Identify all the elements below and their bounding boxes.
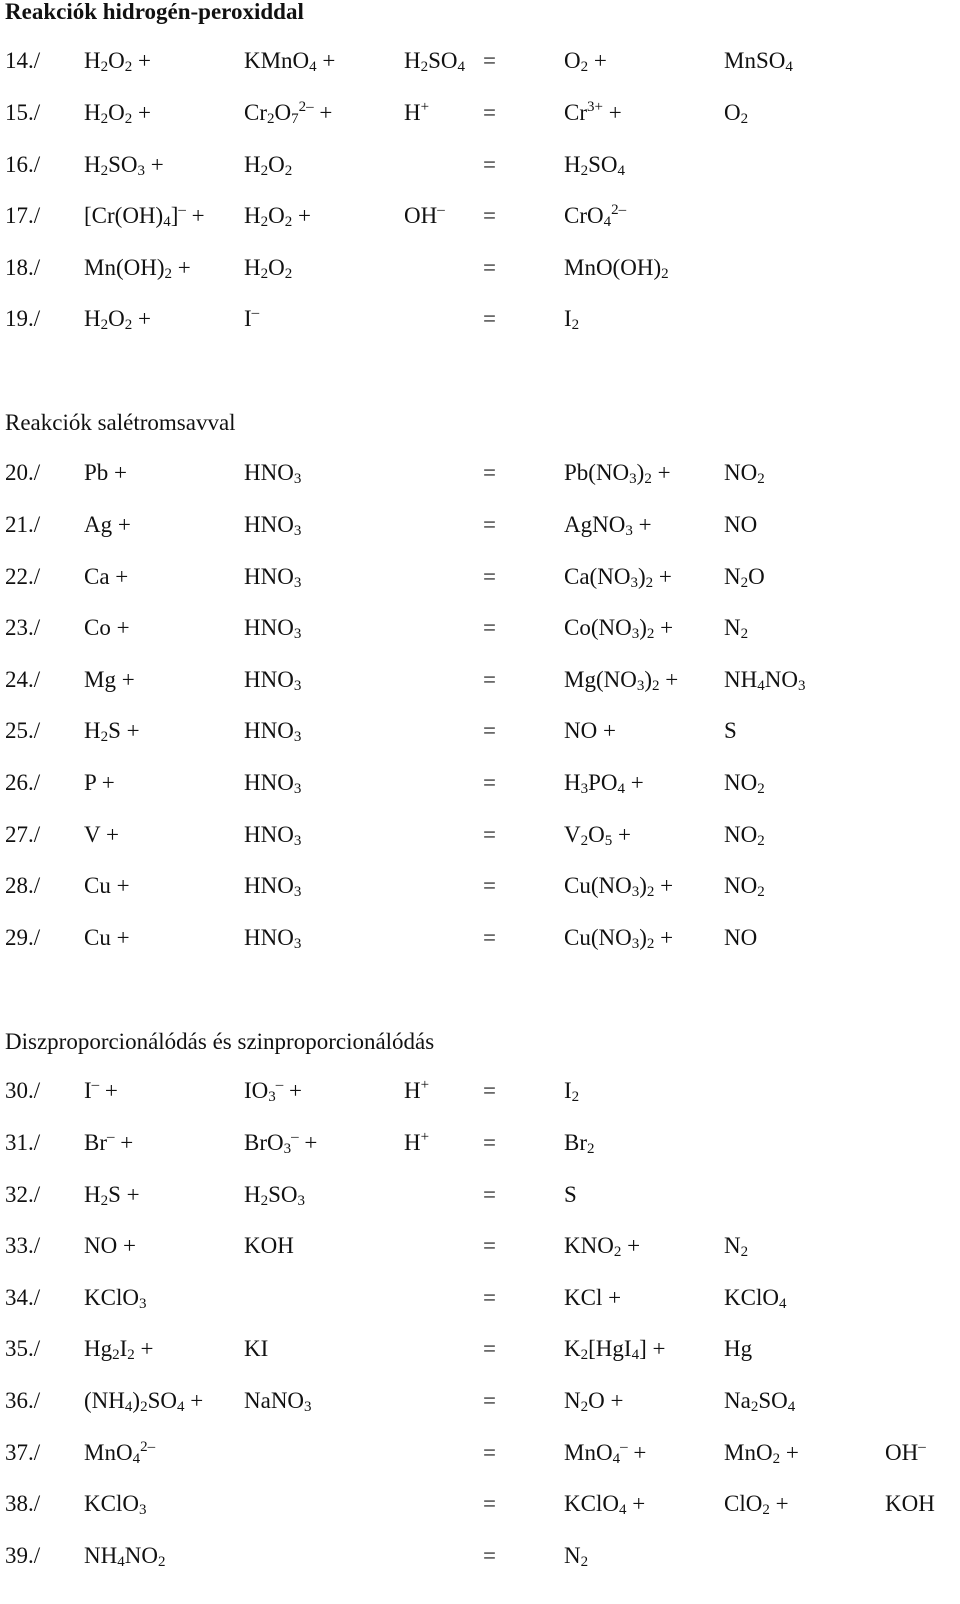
reactant-1: $H_2S$ + — [84, 718, 140, 745]
equation-row — [0, 665, 960, 695]
equals-sign: = — [483, 822, 496, 847]
reactant-2: $HNO_3$ — [244, 460, 302, 487]
product-2: NO — [724, 512, 758, 537]
product-1: $Br_2$ — [564, 1130, 595, 1157]
equation-row — [0, 1076, 960, 1106]
reactant-1: Pb + — [84, 460, 128, 485]
equals-sign: = — [483, 1078, 496, 1103]
equation-row — [0, 1231, 960, 1261]
reactant-2: $H_2SO_3$ — [244, 1182, 306, 1209]
equation-number: 21./ — [5, 512, 41, 537]
equation-row — [0, 1386, 960, 1416]
equation-row — [0, 1334, 960, 1364]
equals-sign: = — [483, 1388, 496, 1413]
equation-number: 24./ — [5, 667, 41, 692]
product-2: $Na_2SO_4$ — [724, 1388, 796, 1415]
reactant-1: $H_2O_2$ + — [84, 100, 151, 127]
product-1: $V_2O_5$ + — [564, 822, 631, 849]
product-2: $O_2$ — [724, 100, 749, 127]
reactant-1: KClO$_3$ — [84, 1491, 147, 1518]
equation-number: 22./ — [5, 564, 41, 589]
equation-row — [0, 98, 960, 128]
reactant-2: $Cr_2O_7^{2-}$ + — [244, 99, 333, 127]
equation-row — [0, 304, 960, 334]
equation-row — [0, 201, 960, 231]
equals-sign: = — [483, 100, 496, 125]
product-2: MnO$_2$ + — [724, 1440, 799, 1467]
product-1: $K_2[HgI_4]$ + — [564, 1336, 666, 1363]
equals-sign: = — [483, 718, 496, 743]
product-2: $NO_2$ — [724, 873, 765, 900]
equation-row — [0, 1128, 960, 1158]
equals-sign: = — [483, 1130, 496, 1155]
reactant-2: $HNO_3$ — [244, 718, 302, 745]
product-2: MnSO$_4$ — [724, 48, 793, 75]
equation-row — [0, 871, 960, 901]
equation-number: 38./ — [5, 1491, 41, 1516]
equation-row — [0, 253, 960, 283]
equation-row — [0, 562, 960, 592]
reactant-1: V + — [84, 822, 119, 847]
reactant-2: $HNO_3$ — [244, 873, 302, 900]
equation-number: 16./ — [5, 152, 41, 177]
product-2: $N_2$ — [724, 1233, 749, 1260]
product-2: ClO$_2$ + — [724, 1491, 789, 1518]
equation-row — [0, 613, 960, 643]
product-1: $H_2SO_4$ — [564, 152, 626, 179]
reactant-3: H+ — [404, 1129, 430, 1155]
product-1: $N_2O$ + — [564, 1388, 624, 1415]
equation-number: 19./ — [5, 306, 41, 331]
product-1: $I_2$ — [564, 1078, 580, 1105]
equals-sign: = — [483, 873, 496, 898]
equation-number: 25./ — [5, 718, 41, 743]
equals-sign: = — [483, 512, 496, 537]
equals-sign: = — [483, 1491, 496, 1516]
product-3: KOH — [885, 1491, 935, 1516]
equation-number: 17./ — [5, 203, 41, 228]
product-2: $NO_2$ — [724, 822, 765, 849]
reactant-3: H+ — [404, 99, 430, 125]
equation-row — [0, 1489, 960, 1519]
reactant-2: $H_2O_2$ — [244, 152, 293, 179]
product-1: $Pb(NO_3)_2$ + — [564, 460, 671, 487]
reactant-1: $(NH_4)_2SO_4$ + — [84, 1388, 204, 1415]
section-title-hydrogen-peroxide: Reakciók hidrogén-peroxiddal — [5, 0, 304, 24]
reactant-2: $HNO_3$ — [244, 770, 302, 797]
equals-sign: = — [483, 1182, 496, 1207]
reactant-1: NO + — [84, 1233, 136, 1258]
equals-sign: = — [483, 925, 496, 950]
product-1: $Ca(NO_3)_2$ + — [564, 564, 672, 591]
product-1: $MnO(OH)_2$ — [564, 255, 669, 282]
reactant-1: $Hg_2I_2$ + — [84, 1336, 154, 1363]
equals-sign: = — [483, 460, 496, 485]
reactant-1: P + — [84, 770, 115, 795]
equals-sign: = — [483, 48, 496, 73]
equation-number: 28./ — [5, 873, 41, 898]
reactant-3: $H_2SO_4$ — [404, 48, 466, 75]
equals-sign: = — [483, 203, 496, 228]
equation-row — [0, 46, 960, 76]
equals-sign: = — [483, 1543, 496, 1568]
equation-number: 30./ — [5, 1078, 41, 1103]
equals-sign: = — [483, 1440, 496, 1465]
reactant-2: $H_2O_2$ + — [244, 203, 311, 230]
product-1: $Cu(NO_3)_2$ + — [564, 925, 674, 952]
product-1: $H_3PO_4$ + — [564, 770, 644, 797]
equation-row — [0, 820, 960, 850]
reactant-3: H+ — [404, 1077, 430, 1103]
product-2: NO — [724, 925, 758, 950]
equation-row — [0, 150, 960, 180]
equation-number: 35./ — [5, 1336, 41, 1361]
product-2: $NH_4NO_3$ — [724, 667, 806, 694]
product-2: $NO_2$ — [724, 770, 765, 797]
product-1: KClO$_4$ + — [564, 1491, 646, 1518]
reactant-1: Cu + — [84, 873, 130, 898]
reactant-2: NaNO$_3$ — [244, 1388, 312, 1415]
product-1: $Mg(NO_3)_2$ + — [564, 667, 679, 694]
reactant-2: $HNO_3$ — [244, 822, 302, 849]
reactant-1: Br– + — [84, 1129, 134, 1155]
equation-number: 26./ — [5, 770, 41, 795]
product-1: $Cu(NO_3)_2$ + — [564, 873, 674, 900]
reactant-1: KClO$_3$ — [84, 1285, 147, 1312]
reactant-2: $HNO_3$ — [244, 512, 302, 539]
section-title-nitric-acid: Reakciók salétromsavval — [5, 410, 236, 435]
equals-sign: = — [483, 1336, 496, 1361]
equation-number: 14./ — [5, 48, 41, 73]
reactant-1: I– + — [84, 1077, 118, 1103]
product-1: NO + — [564, 718, 616, 743]
equation-number: 34./ — [5, 1285, 41, 1310]
reactant-1: $[Cr(OH)_4]^-$ + — [84, 202, 205, 230]
reactant-1: Ca + — [84, 564, 129, 589]
equation-number: 27./ — [5, 822, 41, 847]
equation-row — [0, 458, 960, 488]
reactant-1: $H_2SO_3$ + — [84, 152, 164, 179]
equals-sign: = — [483, 667, 496, 692]
product-2: S — [724, 718, 737, 743]
product-1: $Co(NO_3)_2$ + — [564, 615, 674, 642]
equation-row — [0, 510, 960, 540]
equation-row — [0, 1180, 960, 1210]
reactant-1: $NH_4NO_2$ — [84, 1543, 166, 1570]
reactant-1: Cu + — [84, 925, 130, 950]
reactant-1: $H_2O_2$ + — [84, 306, 151, 333]
product-1: $O_2$ + — [564, 48, 607, 75]
reactant-1: Mg + — [84, 667, 135, 692]
reactant-1: Ag + — [84, 512, 131, 537]
product-2: Hg — [724, 1336, 753, 1361]
reactant-1: $Mn(OH)_2$ + — [84, 255, 191, 282]
equals-sign: = — [483, 152, 496, 177]
equals-sign: = — [483, 1285, 496, 1310]
equation-row — [0, 768, 960, 798]
product-1: $N_2$ — [564, 1543, 589, 1570]
reactant-1: MnO$_4^{2-}$ — [84, 1439, 156, 1467]
equation-row — [0, 923, 960, 953]
equation-number: 20./ — [5, 460, 41, 485]
reactant-1: $H_2O_2$ + — [84, 48, 151, 75]
product-1: S — [564, 1182, 577, 1207]
equation-row — [0, 1541, 960, 1571]
equation-number: 31./ — [5, 1130, 41, 1155]
product-2: $N_2O$ — [724, 564, 765, 591]
equals-sign: = — [483, 615, 496, 640]
equation-row — [0, 716, 960, 746]
equals-sign: = — [483, 255, 496, 280]
product-2: KClO$_4$ — [724, 1285, 787, 1312]
product-1: CrO$_4^{2-}$ — [564, 202, 627, 230]
reactant-2: KOH — [244, 1233, 294, 1258]
reactant-1: Co + — [84, 615, 130, 640]
reactant-2: $HNO_3$ — [244, 564, 302, 591]
equation-row — [0, 1283, 960, 1313]
reactant-2: $IO_3^-$ + — [244, 1077, 303, 1105]
reactant-2: $H_2O_2$ — [244, 255, 293, 282]
product-1: AgNO$_3$ + — [564, 512, 652, 539]
equation-number: 18./ — [5, 255, 41, 280]
product-1: $Cr^{3+}$ + — [564, 99, 622, 125]
section-title-disproportionation: Diszproporcionálódás és szinproporcionálódás — [5, 1029, 435, 1054]
equation-number: 29./ — [5, 925, 41, 950]
reactant-2: KMnO$_4$ + — [244, 48, 336, 75]
reactant-2: KI — [244, 1336, 269, 1361]
product-3: OH– — [885, 1439, 926, 1465]
product-1: $I_2$ — [564, 306, 580, 333]
product-1: $KNO_2$ + — [564, 1233, 641, 1260]
reactant-2: $HNO_3$ — [244, 667, 302, 694]
equation-number: 37./ — [5, 1440, 41, 1465]
product-1: MnO$_4$– + — [564, 1439, 647, 1467]
equals-sign: = — [483, 1233, 496, 1258]
reactant-2: $HNO_3$ — [244, 615, 302, 642]
equation-number: 32./ — [5, 1182, 41, 1207]
equation-number: 23./ — [5, 615, 41, 640]
reactant-3: OH– — [404, 202, 445, 228]
reactant-2: $HNO_3$ — [244, 925, 302, 952]
equation-number: 15./ — [5, 100, 41, 125]
equation-number: 39./ — [5, 1543, 41, 1568]
reactant-2: BrO$_3$– + — [244, 1129, 318, 1157]
equals-sign: = — [483, 770, 496, 795]
reactant-2: I– — [244, 305, 260, 331]
equals-sign: = — [483, 306, 496, 331]
product-2: $N_2$ — [724, 615, 749, 642]
reactant-1: $H_2S$ + — [84, 1182, 140, 1209]
equation-number: 36./ — [5, 1388, 41, 1413]
equation-number: 33./ — [5, 1233, 41, 1258]
equals-sign: = — [483, 564, 496, 589]
product-2: $NO_2$ — [724, 460, 765, 487]
product-1: KCl + — [564, 1285, 622, 1310]
equation-row — [0, 1438, 960, 1468]
